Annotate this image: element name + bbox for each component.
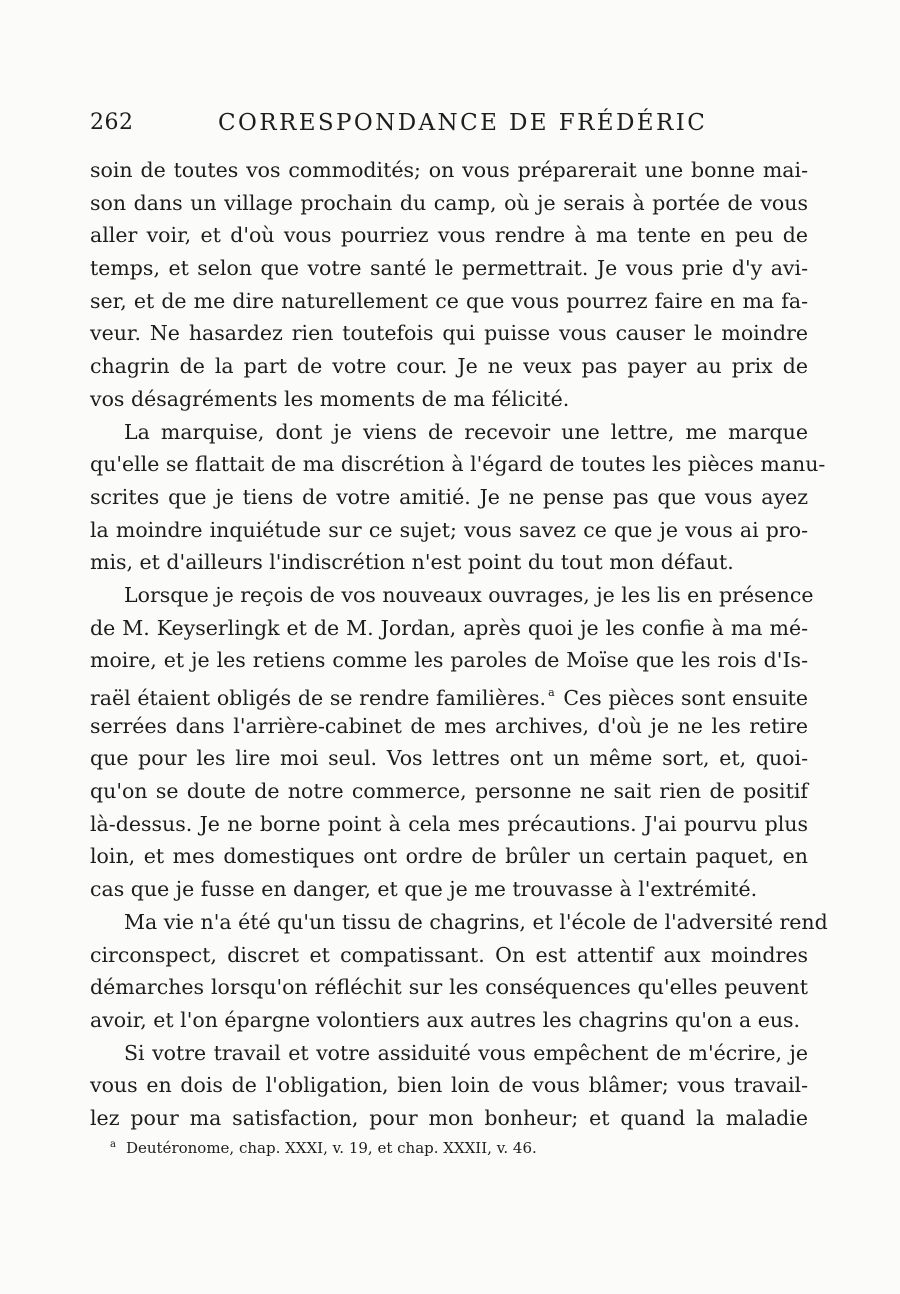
text-line: circonspect, discret et compatissant. On est attentif aux moindres xyxy=(90,942,808,967)
text-line: qu'elle se flattait de ma discrétion à l'égard de toutes les pièces manu- xyxy=(90,452,826,477)
text-line-with-footnote xyxy=(90,677,808,710)
page-number: 262 xyxy=(90,110,134,135)
text-line: ser, et de me dire naturellement ce que vous pourrez faire en ma fa- xyxy=(90,288,808,313)
text-line: scrites que je tiens de votre amitié. Je ne pense pas que vous ayez xyxy=(90,484,808,509)
text-line: temps, et selon que votre santé le permettrait. Je vous prie d'y avi- xyxy=(90,256,808,281)
text-line: démarches lorsqu'on réfléchit sur les conséquences qu'elles peuvent xyxy=(90,975,808,1000)
body-text xyxy=(90,154,828,1135)
text-line: cas que je fusse en danger, et que je me trouvasse à l'extrémité. xyxy=(90,877,758,902)
text-line: là-dessus. Je ne borne point à cela mes précautions. J'ai pourvu plus xyxy=(90,811,808,836)
text-line: aller voir, et d'où vous pourriez vous rendre à ma tente en peu de xyxy=(90,223,808,248)
text-line: avoir, et l'on épargne volontiers aux autres les chagrins qu'on a eus. xyxy=(90,1007,801,1032)
text-line: veur. Ne hasardez rien toutefois qui puisse vous causer le moindre xyxy=(90,321,808,346)
text-line: son dans un village prochain du camp, où je serais à portée de vous xyxy=(90,190,808,215)
paragraph-start-line: Lorsque je reçois de vos nouveaux ouvrages, je les lis en présence xyxy=(124,582,814,607)
text-line: que pour les lire moi seul. Vos lettres ont un même sort, et, quoi- xyxy=(90,746,808,771)
footnote-text: Deutéronome, chap. XXXI, v. 19, et chap. XXXII, v. 46. xyxy=(125,1139,537,1157)
footnote-reference: a xyxy=(548,686,555,699)
footnote xyxy=(110,1139,750,1157)
footnote-marker: a xyxy=(110,1139,116,1150)
text-line: loin, et mes domestiques ont ordre de brûler un certain paquet, en xyxy=(90,844,808,869)
text-line: de M. Keyserlingk et de M. Jordan, après quoi je les confie à ma mé- xyxy=(90,615,808,640)
text-line: vous en dois de l'obligation, bien loin de vous blâmer; vous travail- xyxy=(90,1073,808,1098)
text-line: lez pour ma satisfaction, pour mon bonheur; et quand la maladie xyxy=(90,1105,808,1130)
running-title: CORRESPONDANCE DE FRÉDÉRIC xyxy=(218,110,708,136)
paragraph-start-line: Si votre travail et votre assiduité vous empêchent de m'écrire, je xyxy=(124,1040,808,1065)
text-segment: Ces pièces sont ensuite xyxy=(563,686,808,710)
text-line: la moindre inquiétude sur ce sujet; vous savez ce que je vous ai pro- xyxy=(90,517,808,542)
page-header xyxy=(90,110,810,140)
text-line: qu'on se doute de notre commerce, personne ne sait rien de positif xyxy=(90,779,808,804)
paragraph-start-line: Ma vie n'a été qu'un tissu de chagrins, et l'école de l'adversité rend xyxy=(124,909,828,934)
text-line: serrées dans l'arrière-cabinet de mes archives, d'où je ne les retire xyxy=(90,713,808,738)
text-line: vos désagréments les moments de ma félicité. xyxy=(90,386,570,411)
paragraph-start-line: La marquise, dont je viens de recevoir une lettre, me marque xyxy=(124,419,808,444)
text-segment: raël étaient obligés de se rendre familières. xyxy=(90,686,547,710)
text-line: moire, et je les retiens comme les paroles de Moïse que les rois d'Is- xyxy=(90,648,808,673)
text-line: mis, et d'ailleurs l'indiscrétion n'est point du tout mon défaut. xyxy=(90,550,734,575)
text-line: chagrin de la part de votre cour. Je ne veux pas payer au prix de xyxy=(90,354,808,379)
text-line: soin de toutes vos commodités; on vous préparerait une bonne mai- xyxy=(90,158,808,182)
